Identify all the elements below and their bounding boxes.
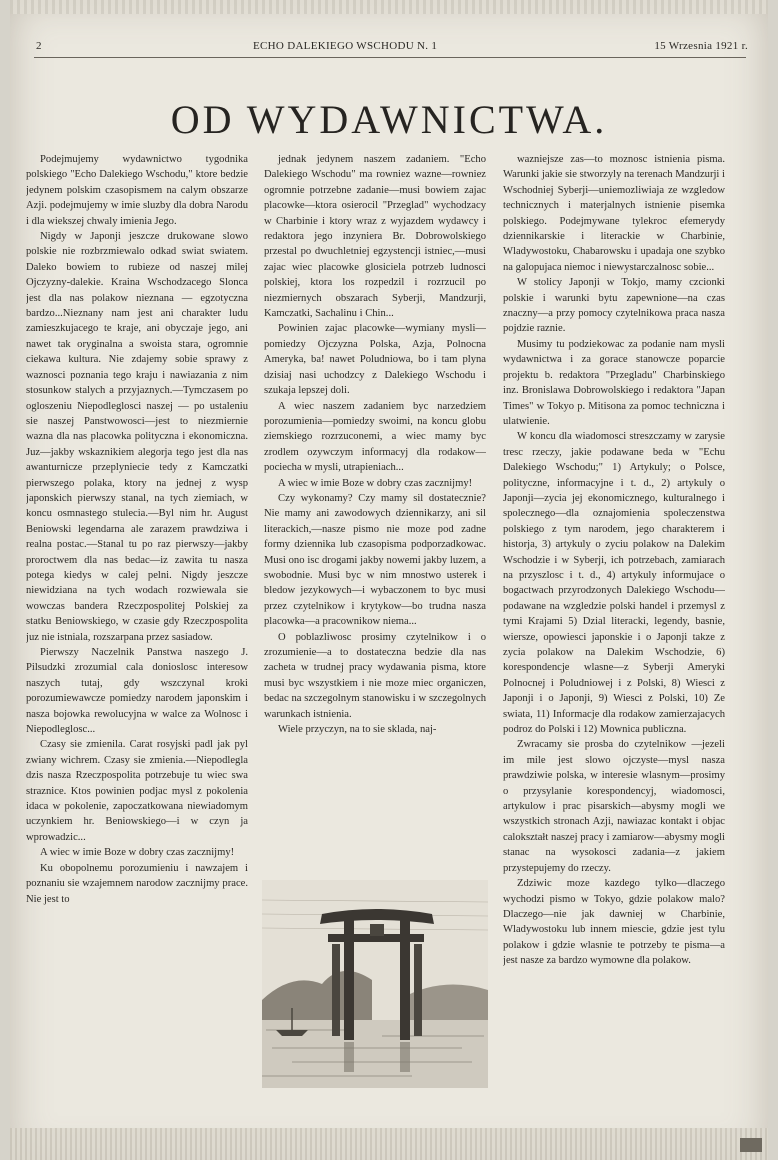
paragraph: Pierwszy Naczelnik Panstwa naszego J. Pilsudzki zrozumial cala donioslosc interesow naszych tutaj, gdy wszczynal kroki porozumiewawcze pomiedzy narodem japonskim i nasza bojowka rewolucyjna w walce za Wolnosc i Niepodleglosc... — [26, 647, 248, 736]
paragraph: Powinien zajac placowke—wymiany mysli—pomiedzy Ojczyzna Polska, Azja, Polnocna Ameryka, ba! nawet Poludniowa, bo i tam plyna dzisiaj nasi uchodzcy z Dalekiego Wschodu i szukaja lepszej doli. — [264, 323, 486, 397]
paragraph: A wiec naszem zadaniem byc narzedziem porozumienia—pomiedzy swoimi, na koncu globu ziemskiego rozrzuconemi, a wiec mamy byc zrodlem ozywczym informacyj dla rodakow—pociecha w mysli, utrapieniach... — [264, 400, 486, 474]
scan-mark — [740, 1138, 762, 1152]
paragraph: Czasy sie zmienila. Carat rosyjski padl jak pyl zwiany wichrem. Czasy sie zmienia.—Niepodlegla dzis nasza Rzeczpospolita potrzebuje tu wiec swa straznice. Ktos powinien podjac mysl z pokolenia idaca w pokolenie, zapoczatkowana niewiadomym uczynkiem hr. Beniowskiego—i w czyn ja wprowadzic... — [26, 739, 248, 843]
text-column-2 — [264, 152, 486, 872]
paragraph: wazniejsze zas—to moznosc istnienia pisma. Warunki jakie sie stworzyly na terenach Mandzurji i Wschodniej Syberji—uniemozliwiaja ze wzgledow technicznych i materjalnych istnienie pisemka polskiego. Podejmywane tylekroc efemerydy dziennikarskie i literackie w Charbinie, Wladywostoku, Chabarowsku i upadaja one szybko na galopujaca niemoc i niewystarczalnosc sobie... — [503, 154, 725, 273]
paragraph: jednak jedynem naszem zadaniem. "Echo Dalekiego Wschodu" ma rowniez wazne—rowniez ogromnie potrzebne zadanie—musi bowiem zajac placowke—ktora osierocil "Przeglad" wychodzacy w Charbinie i ktory wraz z wyjazdem wydawcy i redaktora jego inzyniera Br. Dobrowolskiego przestal po dwuchletniej egzystencji istniec,—musi zajac wiec placowke glosiciela potrzeb ludnosci polskiej, ktora los rozpedzil i rozrzucil po niezmiernych obszarach Syberji, Mandzurji, Kamczatki, Sachalinu i Chin... — [264, 154, 486, 320]
paragraph: O poblazliwosc prosimy czytelnikow i o zrozumienie—a to dostateczna bedzie dla nas zacheta w trudnej pracy wydawania pisma, ktore musi byc wszystkiem i nie moze miec organiczen, bedac na szczegolnym stanowisku i w szczegolnych warunkach istnienia. — [264, 631, 486, 720]
paragraph: A wiec w imie Boze w dobry czas zacznijmy! — [40, 847, 235, 859]
issue-date: 15 Wrzesnia 1921 r. — [654, 40, 748, 52]
paragraph: Podejmujemy wydawnictwo tygodnika polskiego "Echo Dalekiego Wschodu," ktore bedzie jedynem polskim czasopismem na calym obszarze Azji. podejmujemy w imie sluzby dla dobra Narodu i dla wiekszej chwaly imienia Jego. — [26, 154, 248, 227]
paragraph: Zdziwic moze kazdego tylko—dlaczego wychodzi pismo w Tokyo, gdzie polakow malo? Dlaczego—nie jak dawniej w Charbinie, Wladywostoku lub innem miescie, gdzie jest tylu polakow i gdzie wlasnie te potrzeby te pisma—a jest nasze za bardzo wymowne dla polakow. — [503, 878, 725, 967]
paragraph: Wiele przyczyn, na to sie sklada, naj- — [278, 724, 437, 736]
paragraph: A wiec w imie Boze w dobry czas zacznijmy! — [278, 477, 473, 489]
text-column-1 — [26, 152, 248, 1107]
header-rule — [34, 57, 746, 58]
paragraph: Musimy tu podziekowac za podanie nam mysli wydawnictwa i za gorace stanowcze poparcie projektu b. redaktora "Przegladu" Charbinskiego inz. Bronislawa Dobrowolskiego i redaktora "Japan Times" w Tokyo p. Mitisona za pomoc techniczna i ulatwienie. — [503, 338, 725, 427]
newspaper-name: ECHO DALEKIEGO WSCHODU N. 1 — [253, 40, 438, 52]
paragraph: W stolicy Japonji w Tokjo, mamy czcionki polskie i warunki bytu zapewnione—na czas znaczny—a przy pomocy czytelnikowa praca nasza pojdzie raznie. — [503, 277, 725, 335]
paragraph: Zwracamy sie prosba do czytelnikow —jezeli im mile jest slowo ojczyste—mysl nasza prawdziwie polska, w interesie wlasnym—prosimy o przysylanie korespondencyj, wiadomosci, artykulow i prac pisarskich—abysmy mogli we wszystkich stronach Azji, nawiazac kontakt i objac calokształt naszej pracy i zamiarow—abysmy mogli stanac na wysokosci zadania—z jakiem przystepujemy do rzeczy. — [503, 739, 725, 874]
scan-edge-bottom — [10, 1128, 768, 1160]
page-header — [28, 40, 748, 58]
torii-gate-icon — [262, 880, 488, 1088]
paragraph: Czy wykonamy? Czy mamy sil dostatecznie? Nie mamy ani zawodowych dziennikarzy, ani sil literackich,—nasze pismo nie moze pod zadne formy dziennika lub czasopisma podporzadkowac. Musi ono isc drogami jakby nowemi jakby luzem, a swobodnie. Musi byc w nim mnostwo usterek i bledow jezykowych—i wybaczonem to byc musi przez czytelnikow i krytykow—bo trudna nasza placowka—a pracownikow niema... — [264, 492, 486, 628]
scan-edge-top — [10, 0, 768, 14]
page-number: 2 — [36, 40, 42, 52]
paragraph: W koncu dla wiadomosci streszczamy w zarysie tresc rzeczy, jakie podawane beda w "Echu Dalekiego Wschodu;" 1) Artykuly; o Polsce, polityczne, informacyjne i t. d., 2) artykuly o Japonji—zycia jej ekonomicznego, kulturalnego i spolecznego—dla oznajomienia spoleczenstwa polskiego z tym narodem, jego charakterem i historja, 3) artykuly o zyciu polakow na Dalekim Wschodzie i w Syberji, ich potrzebach, zamiarach na przyszlosc i t. d., 4) artykuly informujace o bogactwach przyrodzonych Dalekiego Wschodu—podawane na wzgledzie polski handel i przemysl z tymi Krajami 5) Dzial literacki, legendy, basnie, wiersze, opowiesci japonskie i o Japonji takze z zycia polakow na Dalekim Wschodzie, 6) korespondencje wlasne—z Syberji Ameryki Polnocnej i Poludniowej i z Polski, 8) Wiesci z Japonji i o Japonji, 9) Wiesci z Polski, 10) Ze swiata, 11) Informacje dla rodakow zamierzajacych podroz do Polski i 12) Mownica publiczna. — [503, 431, 725, 736]
torii-gate-illustration — [262, 880, 488, 1088]
newspaper-page — [10, 0, 768, 1160]
article-title: OD WYDAWNICTWA. — [170, 97, 608, 142]
text-column-3 — [503, 152, 725, 1107]
paragraph: Nigdy w Japonji jeszcze drukowane slowo polskie nie rozbrzmiewalo odkad swiat swiatem. Daleko bowiem to rubieze od naszej milej Ojczyzny-dalekie. Kraina Wschodzacego Slonca jest dla nas polakow nieznana — egzotyczna bardzo...Nieznany nam jest ani charakter ludu zamieszkujacego te kraje, ani obyczaje jego, ani nawet tak oryginalna a swoista stara, ogromnie ciekawa kultura. Nie zdajemy sobie sprawy z waznosci poznania tego kraju i nawiazania z nim stosunkow stalych a przyjaznych.—Tymczasem po ogloszeniu Niepodleglosci naszej — po ustaleniu sie naszej Panstwowosci—jest to niezmiernie wazna dla nas placowka polityczna i ekonomiczna. Juz—jakby wskaznikiem alegorja tego jest dla nas awanturnicze przeplyniecie tedy z Kamczatki pierwszego polaka, ktory na jednej z wysp japonskich pierwszy stanal, na tych ziemiach, w koncu osmnastego stulecia.—Byl nim hr. August Beniowski legendarna ale zarazem prawdziwa i realna postac.—Stanal tu po raz pierwszy—jakby proroctwem dla nas bedac—iz zawita tu nasza potega kiedys w calej pelni. Nigdy jeszcze niewidziana na tych wodach rozwiewala sie wowczas bandera Rzeczpospolitej Polskiej za statku Beniowskiego, w czasie gdy Rzeczpospolita juz nie istniala, rozszarpana przez sasiadow. — [26, 231, 248, 643]
paragraph: Ku obopolnemu porozumieniu i nawzajem i poznaniu sie wzajemnem narodow zacznijmy prace. Nie jest to — [26, 862, 248, 905]
